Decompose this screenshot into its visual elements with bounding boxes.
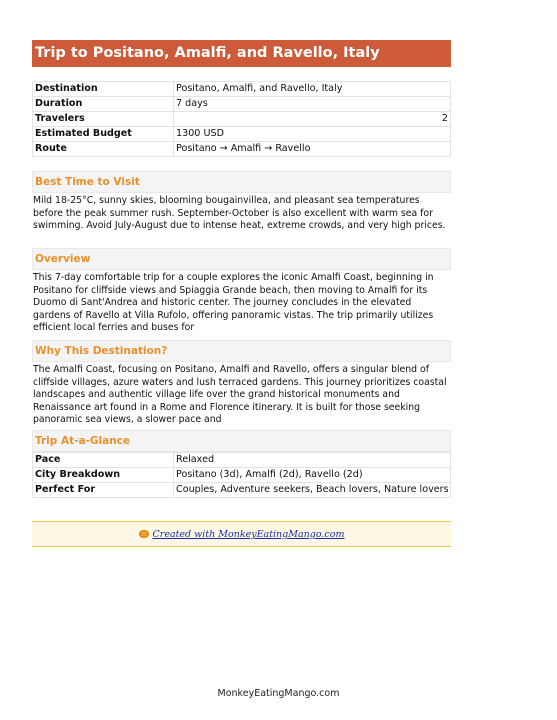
credit-banner — [32, 521, 451, 547]
detail-label: Duration — [33, 97, 174, 112]
detail-value: Positano, Amalfi, and Ravello, Italy — [174, 82, 451, 97]
detail-value: 7 days — [174, 97, 451, 112]
table-row — [33, 483, 451, 498]
table-row — [33, 82, 451, 97]
table-row — [33, 453, 451, 468]
glance-label: Perfect For — [33, 483, 174, 498]
best-time-text: Mild 18-25°C, sunny skies, blooming bougainvillea, and pleasant sea temperatures before the peak summer rush. September-October is also excellent with warm sea for swimming. Avoid July-August due to intense heat, extreme crowds, and very high prices. — [33, 195, 446, 232]
detail-label: Destination — [33, 82, 174, 97]
table-row — [33, 468, 451, 483]
trip-at-a-glance-table — [32, 452, 451, 498]
credit-text: Created with MonkeyEatingMango.com — [152, 529, 345, 540]
table-row — [33, 97, 451, 112]
mango-icon — [139, 530, 149, 538]
overview-heading: Overview — [32, 248, 451, 270]
glance-label: City Breakdown — [33, 468, 174, 483]
table-row — [33, 142, 451, 157]
detail-label: Estimated Budget — [33, 127, 174, 142]
page-title: Trip to Positano, Amalfi, and Ravello, Italy — [32, 40, 451, 67]
detail-label: Travelers — [33, 112, 174, 127]
detail-label: Route — [33, 142, 174, 157]
glance-value: Relaxed — [174, 453, 451, 468]
detail-value: Positano → Amalfi → Ravello — [174, 142, 451, 157]
table-row — [33, 112, 451, 127]
glance-value: Positano (3d), Amalfi (2d), Ravello (2d) — [174, 468, 451, 483]
detail-value: 2 — [174, 112, 451, 127]
why-destination-heading: Why This Destination? — [32, 340, 451, 362]
table-row — [33, 127, 451, 142]
page-footer: MonkeyEatingMango.com — [217, 688, 340, 699]
overview-text: This 7-day comfortable trip for a couple explores the iconic Amalfi Coast, beginning in Positano for cliffside views and Spiaggia Grande beach, then moving to Amalfi for its Duomo di Sant'Andrea and historic center. The journey concludes in the elevated gardens of Ravello at Villa Rufolo, offering panoramic vistas. The trip primarily utilizes efficient local ferries and buses for — [33, 272, 434, 334]
glance-value: Couples, Adventure seekers, Beach lovers, Nature lovers — [174, 483, 451, 498]
trip-at-a-glance-heading: Trip At-a-Glance — [32, 430, 451, 452]
trip-details-table — [32, 81, 451, 157]
glance-label: Pace — [33, 453, 174, 468]
credit-link[interactable] — [139, 529, 345, 540]
why-destination-text: The Amalfi Coast, focusing on Positano, Amalfi and Ravello, offers a singular blend of cliffside villages, azure waters and lush terraced gardens. This journey prioritizes coastal landscapes and authentic village life over the grand historical monuments and Renaissance art found in a Rome and Florence itinerary. It is built for those seeking panoramic sea views, a slower pace and — [33, 364, 447, 426]
best-time-heading: Best Time to Visit — [32, 171, 451, 193]
detail-value: 1300 USD — [174, 127, 451, 142]
